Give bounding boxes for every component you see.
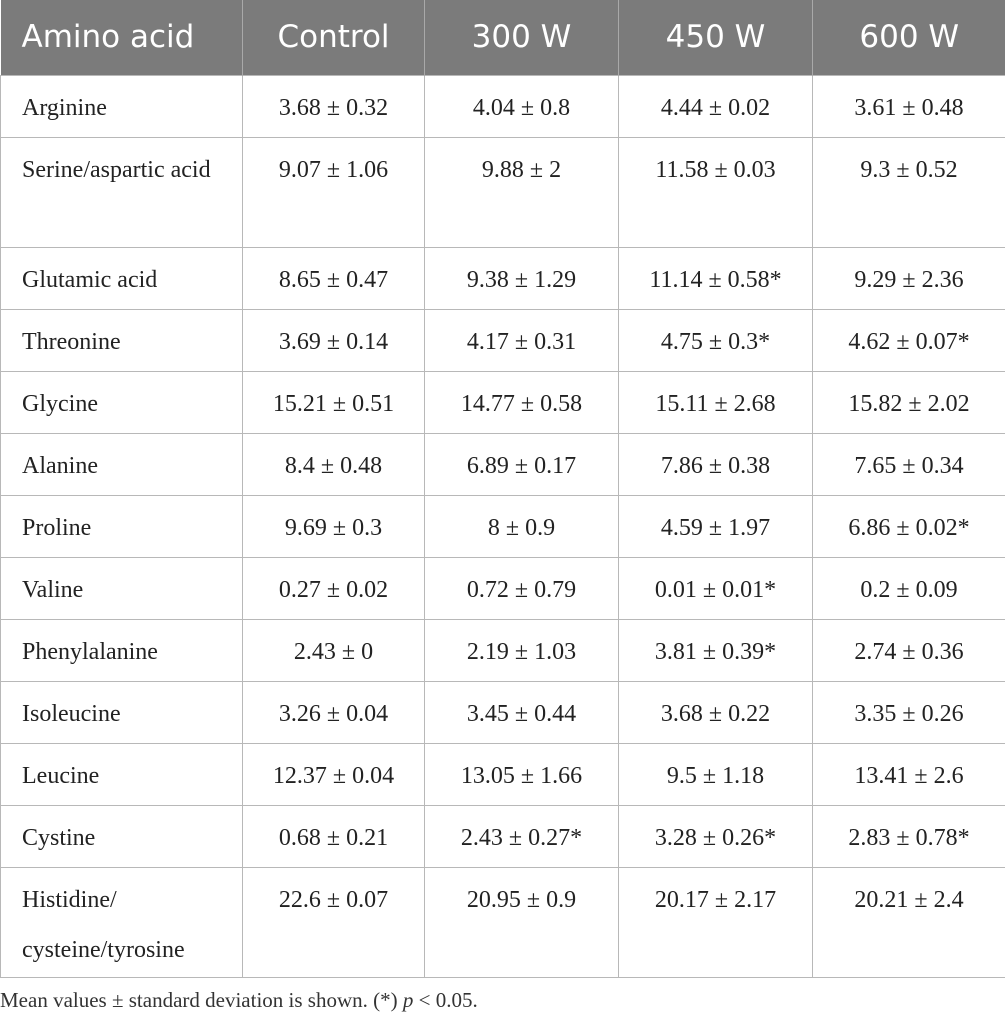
cell-control: 12.37 ± 0.04 [243, 743, 425, 805]
cell-450w: 11.14 ± 0.58* [619, 247, 813, 309]
cell-control: 8.4 ± 0.48 [243, 433, 425, 495]
cell-450w: 11.58 ± 0.03 [619, 137, 813, 247]
cell-300w: 8 ± 0.9 [425, 495, 619, 557]
cell-control: 0.27 ± 0.02 [243, 557, 425, 619]
cell-450w: 9.5 ± 1.18 [619, 743, 813, 805]
cell-300w: 9.88 ± 2 [425, 137, 619, 247]
cell-300w: 6.89 ± 0.17 [425, 433, 619, 495]
cell-450w: 3.68 ± 0.22 [619, 681, 813, 743]
cell-450w: 0.01 ± 0.01* [619, 557, 813, 619]
table-row [1, 681, 1005, 743]
row-name: Glycine [1, 371, 243, 433]
cell-control: 9.07 ± 1.06 [243, 137, 425, 247]
footnote-main: Mean values ± standard deviation is shown. (*) [0, 988, 403, 1012]
row-name: Cystine [1, 805, 243, 867]
header-450w: 450 W [619, 0, 813, 75]
header-600w: 600 W [813, 0, 1005, 75]
cell-450w: 20.17 ± 2.17 [619, 867, 813, 977]
table-row [1, 433, 1005, 495]
row-name: Arginine [1, 75, 243, 137]
cell-300w: 9.38 ± 1.29 [425, 247, 619, 309]
cell-300w: 20.95 ± 0.9 [425, 867, 619, 977]
cell-600w: 6.86 ± 0.02* [813, 495, 1005, 557]
cell-300w: 2.19 ± 1.03 [425, 619, 619, 681]
cell-control: 3.26 ± 0.04 [243, 681, 425, 743]
table-row [1, 805, 1005, 867]
cell-600w: 13.41 ± 2.6 [813, 743, 1005, 805]
cell-600w: 20.21 ± 2.4 [813, 867, 1005, 977]
table-footnote [0, 988, 478, 1013]
cell-450w: 4.59 ± 1.97 [619, 495, 813, 557]
table-row [1, 867, 1005, 977]
cell-450w: 4.44 ± 0.02 [619, 75, 813, 137]
cell-control: 22.6 ± 0.07 [243, 867, 425, 977]
row-name: Histidine/ cysteine/tyrosine [1, 867, 243, 977]
cell-300w: 13.05 ± 1.66 [425, 743, 619, 805]
cell-300w: 4.17 ± 0.31 [425, 309, 619, 371]
cell-300w: 0.72 ± 0.79 [425, 557, 619, 619]
row-name: Isoleucine [1, 681, 243, 743]
row-name: Serine/aspartic acid [1, 137, 243, 247]
cell-control: 2.43 ± 0 [243, 619, 425, 681]
footnote-threshold: < 0.05. [413, 988, 478, 1012]
header-control: Control [243, 0, 425, 75]
row-name: Leucine [1, 743, 243, 805]
row-name: Glutamic acid [1, 247, 243, 309]
cell-600w: 15.82 ± 2.02 [813, 371, 1005, 433]
cell-control: 15.21 ± 0.51 [243, 371, 425, 433]
cell-control: 9.69 ± 0.3 [243, 495, 425, 557]
table-header-row [1, 0, 1005, 75]
cell-600w: 3.61 ± 0.48 [813, 75, 1005, 137]
table-row [1, 557, 1005, 619]
cell-450w: 3.28 ± 0.26* [619, 805, 813, 867]
cell-450w: 4.75 ± 0.3* [619, 309, 813, 371]
cell-300w: 4.04 ± 0.8 [425, 75, 619, 137]
row-name: Threonine [1, 309, 243, 371]
cell-600w: 2.83 ± 0.78* [813, 805, 1005, 867]
cell-600w: 9.29 ± 2.36 [813, 247, 1005, 309]
cell-control: 3.68 ± 0.32 [243, 75, 425, 137]
cell-450w: 15.11 ± 2.68 [619, 371, 813, 433]
cell-control: 0.68 ± 0.21 [243, 805, 425, 867]
cell-control: 3.69 ± 0.14 [243, 309, 425, 371]
table-row [1, 743, 1005, 805]
row-name: Proline [1, 495, 243, 557]
row-name: Valine [1, 557, 243, 619]
cell-600w: 4.62 ± 0.07* [813, 309, 1005, 371]
cell-600w: 9.3 ± 0.52 [813, 137, 1005, 247]
table-row [1, 75, 1005, 137]
table-row [1, 371, 1005, 433]
cell-300w: 3.45 ± 0.44 [425, 681, 619, 743]
footnote-p-symbol: p [402, 988, 414, 1012]
cell-450w: 7.86 ± 0.38 [619, 433, 813, 495]
cell-450w: 3.81 ± 0.39* [619, 619, 813, 681]
cell-600w: 2.74 ± 0.36 [813, 619, 1005, 681]
table-row [1, 309, 1005, 371]
cell-600w: 0.2 ± 0.09 [813, 557, 1005, 619]
cell-600w: 3.35 ± 0.26 [813, 681, 1005, 743]
row-name: Phenylalanine [1, 619, 243, 681]
cell-300w: 14.77 ± 0.58 [425, 371, 619, 433]
cell-300w: 2.43 ± 0.27* [425, 805, 619, 867]
header-300w: 300 W [425, 0, 619, 75]
cell-control: 8.65 ± 0.47 [243, 247, 425, 309]
header-amino-acid: Amino acid [1, 0, 243, 75]
table-row [1, 619, 1005, 681]
row-name: Alanine [1, 433, 243, 495]
table-row [1, 247, 1005, 309]
table-row [1, 137, 1005, 247]
cell-600w: 7.65 ± 0.34 [813, 433, 1005, 495]
table-row [1, 495, 1005, 557]
